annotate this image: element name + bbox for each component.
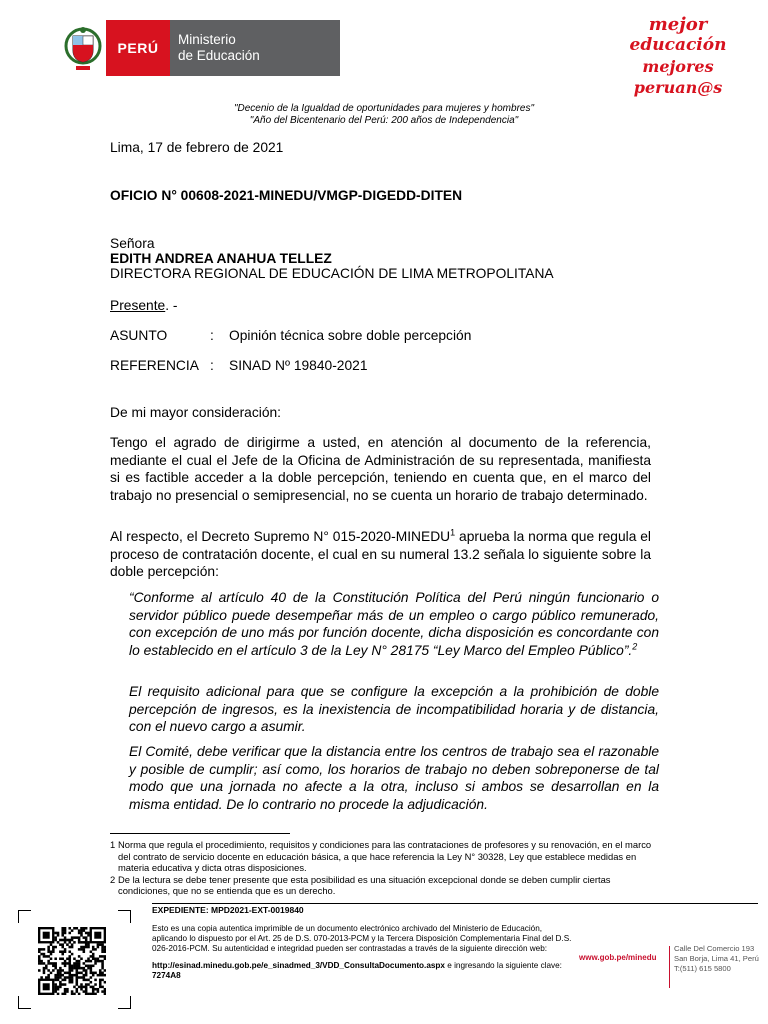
ministry-name xyxy=(170,20,340,76)
ministry-logo xyxy=(60,20,340,76)
crop-mark-top-right xyxy=(118,910,131,923)
slogan-line: mejor xyxy=(648,14,708,35)
letter-date: Lima, 17 de febrero de 2021 xyxy=(110,140,284,155)
slogan-line: peruan@s xyxy=(633,78,723,97)
peru-label: PERÚ xyxy=(106,20,170,76)
footnote-ref-2: 2 xyxy=(632,640,638,651)
verification-key: 7274A8 xyxy=(152,970,181,980)
presente-suffix: . - xyxy=(165,298,178,313)
footnote-1 xyxy=(110,839,660,874)
ministry-line1: Ministerio xyxy=(178,32,236,47)
verification-url-suffix: e ingresando la siguiente clave: xyxy=(444,960,562,970)
decenio-line2: "Año del Bicentenario del Perú: 200 años de Independencia" xyxy=(249,115,519,126)
slogan-line: educación xyxy=(629,35,727,55)
address-line: Calle Del Comercio 193 xyxy=(674,944,755,953)
crop-mark-bottom-left xyxy=(18,996,31,1009)
verification-url-line xyxy=(152,961,572,981)
greeting: De mi mayor consideración: xyxy=(110,405,281,420)
footer-divider xyxy=(669,946,670,988)
decenio-line1: "Decenio de la Igualdad de oportunidades para mujeres y hombres" xyxy=(233,103,535,114)
paragraph-2-end: aprueba la norma que regula el proceso de contratación docente, el cual en su numeral 13.2 señala lo siguiente sobre la doble percepción: xyxy=(110,529,651,579)
verification-description: Esto es una copia autentica imprimible de un documento electrónico archivado del Ministerio de Educación, aplicando lo dispuesto por el Art. 25 de D.S. 070-2013-PCM y la Tercera Disposición Complementaria Final del D.S. 026-2016-PCM. Su autenticidad e integridad pueden ser contrastadas a través de la siguiente dirección web: xyxy=(152,924,572,954)
paragraph-1: Tengo el agrado de dirigirme a usted, en atención al documento de la referencia, mediante el cual el Jefe de la Oficina de Administración de su representada, manifiesta si es factible acceder a la doble percepción, teniendo en cuenta que, en el marco del trabajo no presencial o semipresencial, no se cuenta un horario de trabajo determinado. xyxy=(110,435,651,503)
ministry-line2: de Educación xyxy=(178,48,260,63)
footnote-divider xyxy=(110,833,290,834)
crop-mark-bottom-right xyxy=(118,996,131,1009)
quote-paragraph-2: El requisito adicional para que se configure la excepción a la prohibición de doble percepción de ingresos, es la inexistencia de incompatibilidad horaria y de distancia, con el nuevo cargo a asumir. xyxy=(129,684,659,734)
paragraph-2 xyxy=(110,528,651,581)
coat-of-arms-icon xyxy=(60,20,106,76)
slogan-logo xyxy=(612,14,744,98)
presente-label: Presente xyxy=(110,298,166,313)
quote-paragraph-1 xyxy=(129,589,659,659)
presente xyxy=(110,298,178,315)
recipient-title: DIRECTORA REGIONAL DE EDUCACIÓN DE LIMA METROPOLITANA xyxy=(110,266,554,281)
verification-text xyxy=(152,924,572,981)
paragraph-2-start: Al respecto, el Decreto Supremo N° 015-2020-MINEDU xyxy=(110,529,451,544)
recipient-name: EDITH ANDREA ANAHUA TELLEZ xyxy=(110,251,332,266)
oficio-number: OFICIO N° 00608-2021-MINEDU/VMGP-DIGEDD-DITEN xyxy=(110,188,463,203)
footnote-text: De la lectura se debe tener presente que esta posibilidad es una situación excepcional donde se deben cumplir ciertas condiciones, que no se entienda que es un derecho. xyxy=(118,873,611,896)
asunto-value: Opinión técnica sobre doble percepción xyxy=(229,328,472,343)
quote-1-text: “Conforme al artículo 40 de la Constitución Política del Perú ningún funcionario o servidor público puede desempeñar más de un empleo o cargo público remunerado, con excepción de uno más por función docente, dicha disposición es concordante con lo establecido en el artículo 3 de la Ley N° 28175 “Ley Marco del Empleo Público”. xyxy=(129,590,659,658)
quote-paragraph-3: El Comité, debe verificar que la distancia entre los centros de trabajo sea el razonable y posible de cumplir; así como, los horarios de trabajo no deben sobreponerse de tal modo que una jornada no afecte a la otra, incluso si ambos se desarrollan en la misma entidad. De lo contrario no procede la adjudicación. xyxy=(129,744,659,812)
salutation: Señora xyxy=(110,236,155,251)
ministry-address xyxy=(674,944,759,975)
decenio-header xyxy=(0,103,768,127)
footnote-number: 2 xyxy=(110,873,116,885)
asunto-separator: : xyxy=(210,328,214,343)
expediente-number: EXPEDIENTE: MPD2021-EXT-0019840 xyxy=(152,905,304,915)
asunto-label: ASUNTO xyxy=(110,328,168,343)
slogan-line: mejores xyxy=(642,57,714,76)
footnote-2 xyxy=(110,874,660,897)
referencia-separator: : xyxy=(210,358,214,373)
footnote-text: Norma que regula el procedimiento, requisitos y condiciones para las contrataciones de profesores y su renovación, en el marco del contrato de servicio docente en educación básica, a que hace referencia la Ley N° 30328, Ley que establece medidas en materia educativa y dicta otras disposiciones. xyxy=(118,839,652,873)
referencia-value: SINAD Nº 19840-2021 xyxy=(229,358,368,373)
footnote-number: 1 xyxy=(110,839,116,850)
address-line: San Borja, Lima 41, Perú xyxy=(674,954,759,964)
qr-code-icon xyxy=(38,927,106,995)
footnote-ref-1: 1 xyxy=(450,527,456,538)
address-line: T:(511) 615 5800 xyxy=(674,964,731,974)
verification-divider xyxy=(152,903,758,904)
verification-url[interactable]: http://esinad.minedu.gob.pe/e_sinadmed_3/VDD_ConsultaDocumento.aspx xyxy=(152,960,445,970)
footnotes xyxy=(110,839,660,897)
gob-website[interactable]: www.gob.pe/minedu xyxy=(579,953,657,962)
crop-mark-top-left xyxy=(18,910,31,923)
referencia-label: REFERENCIA xyxy=(110,358,199,373)
